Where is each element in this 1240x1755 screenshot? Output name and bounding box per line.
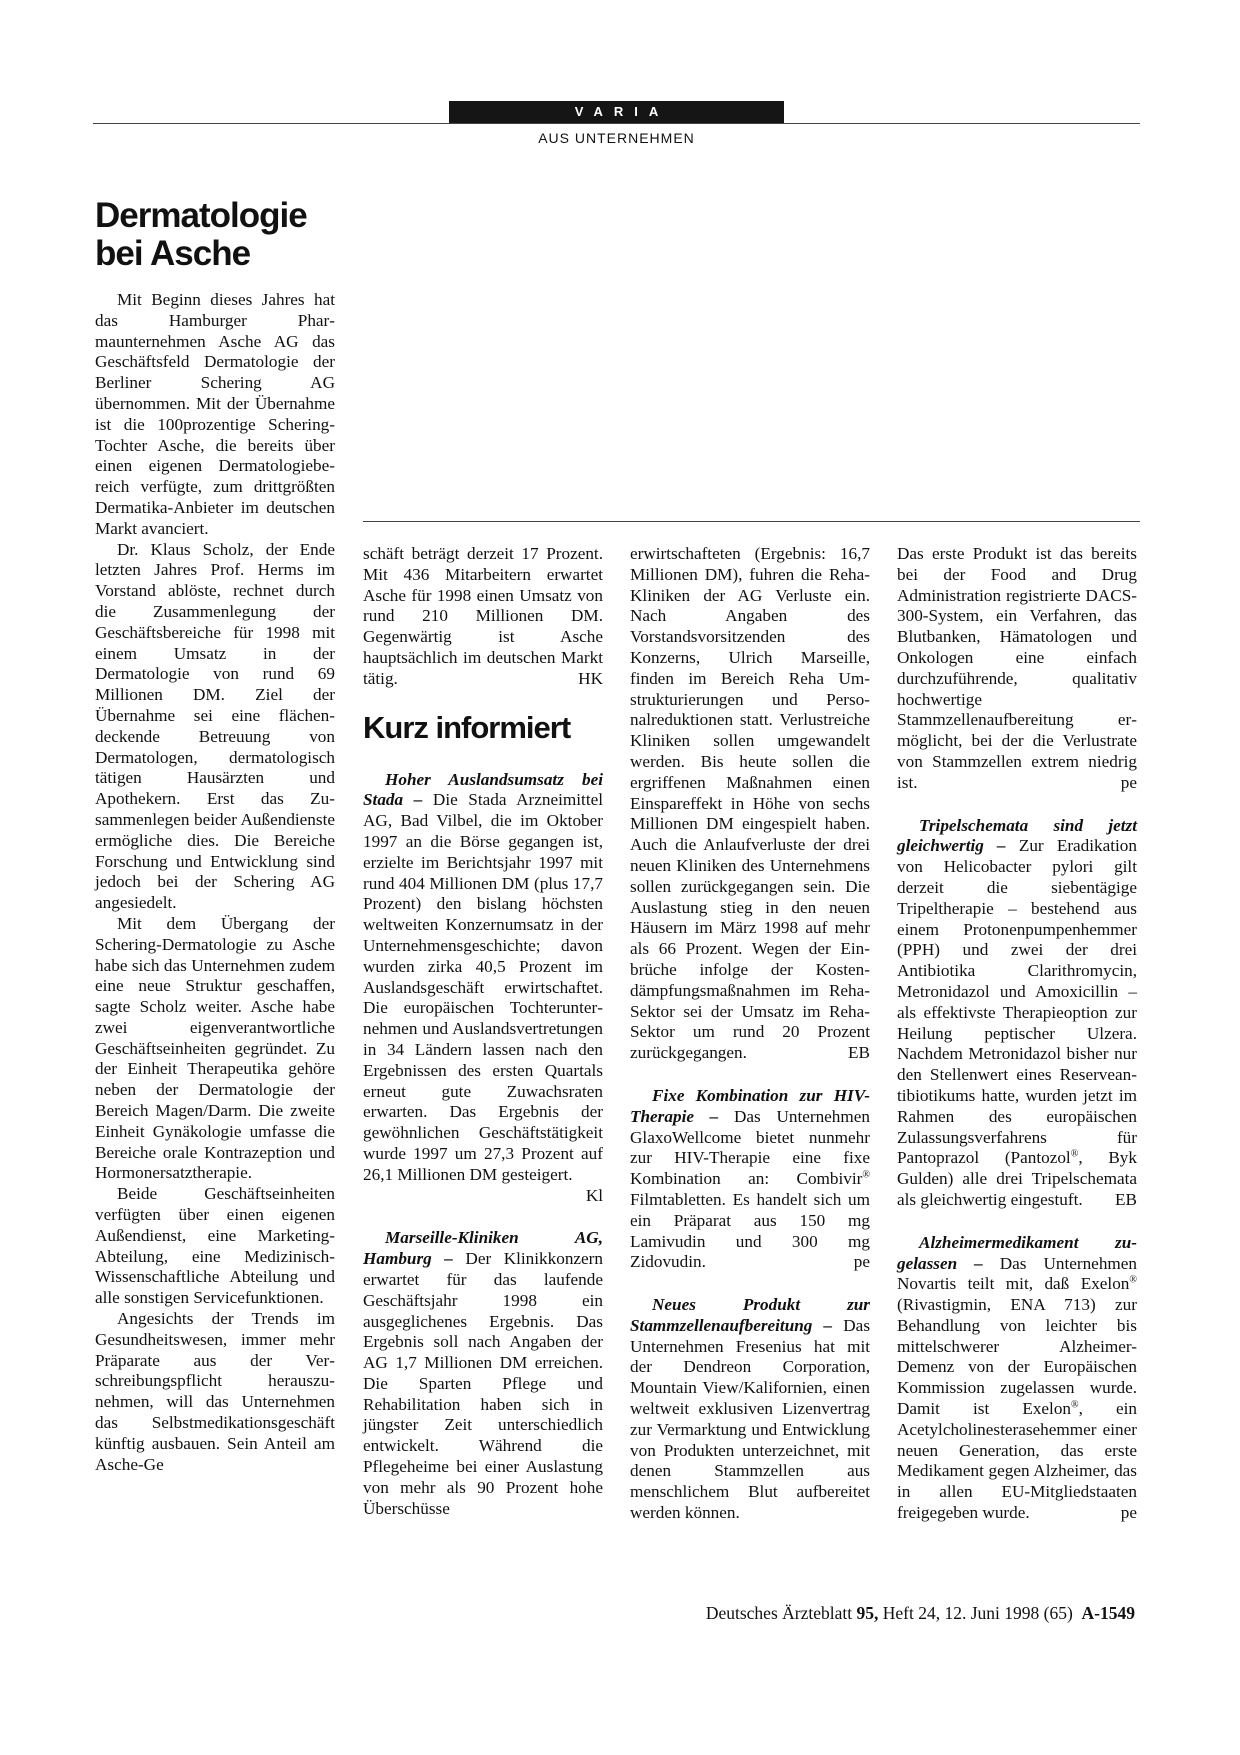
news-item-tripelschemata: Tripelschemata sind jetzt gleichwertig – Zur Eradikation von Helicobacter pylori gilt derzeit die siebentägige Tripeltherapie – bestehend aus einem Protonenpumpenhemmer (PPH) und zwei der drei Antibiotika Clarithromycin, Metronidazol und Amoxicillin – als effektivste Therapieoption zur Heilung peptischer Ulzera. Nachdem Metronidazol bisher nur den Stellenwert eines Reserveantibiotikums hatte, wurden jetzt im Rahmen des europäischen Zulassungsverfahrens für Pantoprazol (Pantozol®, Byk Gulden) alle drei Tripelschemata als gleichwertig eingestuft. EB [897, 815, 1137, 1209]
subsection-label: AUS UNTERNEHMEN [538, 130, 695, 146]
author-signature: EB [848, 1043, 870, 1063]
article-paragraph: schäft beträgt derzeit 17 Prozent. Mit 436 Mitarbeitern erwartet Asche für 1998 einen Umsatz von rund 210 Millionen DM. Gegenwärtig ist Asche hauptsächlich im deutschen Markt tätig. HK [363, 544, 603, 688]
article-title: Dermatologie bei Asche [95, 196, 307, 273]
author-signature: pe [1120, 1503, 1137, 1523]
news-item-stammzellen-continued: Das erste Produkt ist das bereits bei der Food and Drug Administration registrierte DACS-300-System, ein Verfahren, das Blutbanken, Hämatologen und Onkologen eine einfach durchzuführende, qualitativ hochwertige Stammzellenaufbereitung ermöglicht, bei der die Verlustrate von Stammzellen extrem niedrig ist. pe [897, 544, 1137, 792]
author-signature: pe [853, 1252, 870, 1272]
section-header-varia: VARIA [449, 101, 784, 123]
volume-number: 95, [856, 1603, 879, 1623]
column-2 [363, 544, 603, 1519]
journal-name: Deutsches Ärzteblatt [705, 1603, 857, 1623]
news-item-stammzellen: Neues Produkt zur Stammzellenaufbereitung – Das Unternehmen Fresenius hat mit der Dendreon Corporation, Mountain View/Kalifornien, einen weltweit exklusiven Lizenvertrag zur Vermarktung und Entwicklung von Produkten unterzeichnet, mit denen Stammzellen aus menschlichem Blut aufbereitet werden können. [630, 1295, 871, 1523]
news-item-marseille: Marseille-Kliniken AG, Hamburg – Der Klinikkonzern erwartet für das laufende Geschäftsjahr 1998 ein ausgeglichenes Ergebnis. Das Ergebnis soll nach Angaben der AG 1,7 Millionen DM erreichen. Die Sparten Pflege und Rehabilitation haben sich in jüngster Zeit unterschiedlich entwickelt. Während die Pflegeheime bei einer Auslastung von mehr als 90 Prozent hohe Überschüsse [363, 1228, 603, 1518]
article-paragraph: Beide Geschäftseinheiten verfügten über einen eigenen Außendienst, eine Marketing-Abteilung, eine Medizinisch-Wissenschaftliche Abteilung und alle sonstigen Servicefunktionen. [95, 1184, 335, 1308]
article-paragraph: Mit dem Übergang der Schering-Dermatologie zu Asche habe sich das Unternehmen zudem eine neue Struktur geschaffen, sagte Scholz weiter. Asche habe zwei eigenverantwortliche Geschäftseinheiten gegründet. Zu der Einheit Therapeutika gehöre neben der Dermatologie der Bereich Magen/Darm. Die zweite Einheit Gynäkologie umfasse die Bereiche orale Kontrazeption und Hormonersatztherapie. [95, 913, 335, 1183]
news-item-stada: Hoher Auslandsumsatz bei Stada – Die Stada Arzneimittel AG, Bad Vilbel, die im Oktober 1997 an die Börse gegangen ist, erzielte im Berichtsjahr 1997 mit rund 404 Millionen DM (plus 17,7 Prozent) den bislang höchsten weltweiten Konzernumsatz in der Unternehmensgeschichte; davon wurden zirka 40,5 Prozent im Auslandsgeschäft erwirtschaftet. Die europäischen Tochterunternehmen und Auslandsvertretungen in 34 Ländern lassen nach den Ergebnissen des ersten Quartals erneut gute Zuwachsraten erwarten. Das Ergebnis der gewöhnlichen Geschäftstätigkeit wurde 1997 um 27,3 Prozent auf 26,1 Millionen DM gesteigert. Kl [363, 769, 603, 1205]
author-signature: HK [578, 668, 603, 688]
column-3 [630, 544, 870, 1524]
author-signature: pe [1120, 772, 1137, 792]
section-title-kurz-informiert: Kurz informiert [363, 709, 571, 745]
section-divider [363, 521, 1140, 522]
article-paragraph: Angesichts der Trends im Gesundheitswesen, immer mehr Präparate aus der Verschreibungspflicht herauszunehmen, will das Unternehmen das Selbstmedikationsgeschäft künftig ausbauen. Sein Anteil am Asche-Ge [95, 1309, 335, 1474]
column-1 [95, 290, 335, 1475]
news-item-alzheimer: Alzheimermedikament zugelassen – Das Unternehmen Novartis teilt mit, daß Exelon® (Rivastigmin, ENA 713) zur Behandlung von leichter bis mittelschwerer Alzheimer-Demenz von der Europäischen Kommission zugelassen wurde. Damit ist Exelon®, ein Acetylcholinesterasehemmer einer neuen Generation, das erste Medikament gegen Alzheimer, das in allen EU-Mitgliedstaaten freigegeben wurde. pe [897, 1232, 1138, 1523]
column-4 [897, 544, 1137, 1524]
author-signature: Kl [585, 1185, 603, 1205]
news-item-marseille-continued: erwirtschafteten (Ergebnis: 16,7 Millionen DM), fuhren die Reha-Kliniken der AG Verluste ein. Nach Angaben des Vorstandsvorsitzenden des Konzerns, Ulrich Marseille, finden im Bereich Reha Umstrukturierungen und Personalreduktionen statt. Verlustreiche Kliniken sollen umgewandelt werden. Bis heute sollen die ergriffenen Maßnahmen einen Einspareffekt in Höhe von sechs Millionen DM eingespielt haben. Auch die Anlaufverluste der drei neuen Kliniken des Unternehmens sollen zurückgegangen sein. Die Auslastung stieg in den neuen Häusern im März 1998 auf mehr als 66 Prozent. Wegen der Einbrüche infolge der Kostendämpfungsmaßnahmen im Reha-Sektor sei der Umsatz im Reha-Sektor um rund 20 Prozent zurückgegangen. EB [630, 544, 870, 1063]
header-rule [93, 123, 1140, 124]
issue-info: Heft 24, 12. Juni 1998 (65) [878, 1603, 1073, 1623]
page-number: A-1549 [1081, 1603, 1135, 1623]
article-paragraph: Dr. Klaus Scholz, der Ende letzten Jahres Prof. Herms im Vorstand ablöste, rechnet durch die Zusammenlegung der Geschäftsbereiche für 1998 mit einem Umsatz in der Dermatologie von rund 69 Millionen DM. Ziel der Übernahme sei eine flächendeckende Betreuung von Dermatologen, dermatologisch tätigen Hausärzten und Apothekern. Erst das Zusammenlegen beider Außendienste ermögliche dies. Die Bereiche Forschung und Entwicklung sind jedoch bei der Schering AG angesiedelt. [95, 539, 335, 913]
author-signature: EB [1115, 1189, 1137, 1209]
article-paragraph: Mit Beginn dieses Jahres hat das Hamburger Pharmaunternehmen Asche AG das Geschäftsfeld Dermatologie der Berliner Schering AG übernommen. Mit der Übernahme ist die 100prozentige Schering-Tochter Asche, die bereits über einen eigenen Dermatologiebereich verfügte, zum drittgrößten Dermatika-Anbieter im deutschen Markt avanciert. [95, 290, 335, 538]
news-item-hiv: Fixe Kombination zur HIV-Therapie – Das Unternehmen GlaxoWellcome bietet nunmehr zur HIV-Therapie eine fixe Kombination an: Combivir® Filmtabletten. Es handelt sich um ein Präparat aus 150 mg Lamivudin und 300 mg Zidovudin. pe [630, 1085, 870, 1272]
page-footer [706, 1603, 1135, 1624]
